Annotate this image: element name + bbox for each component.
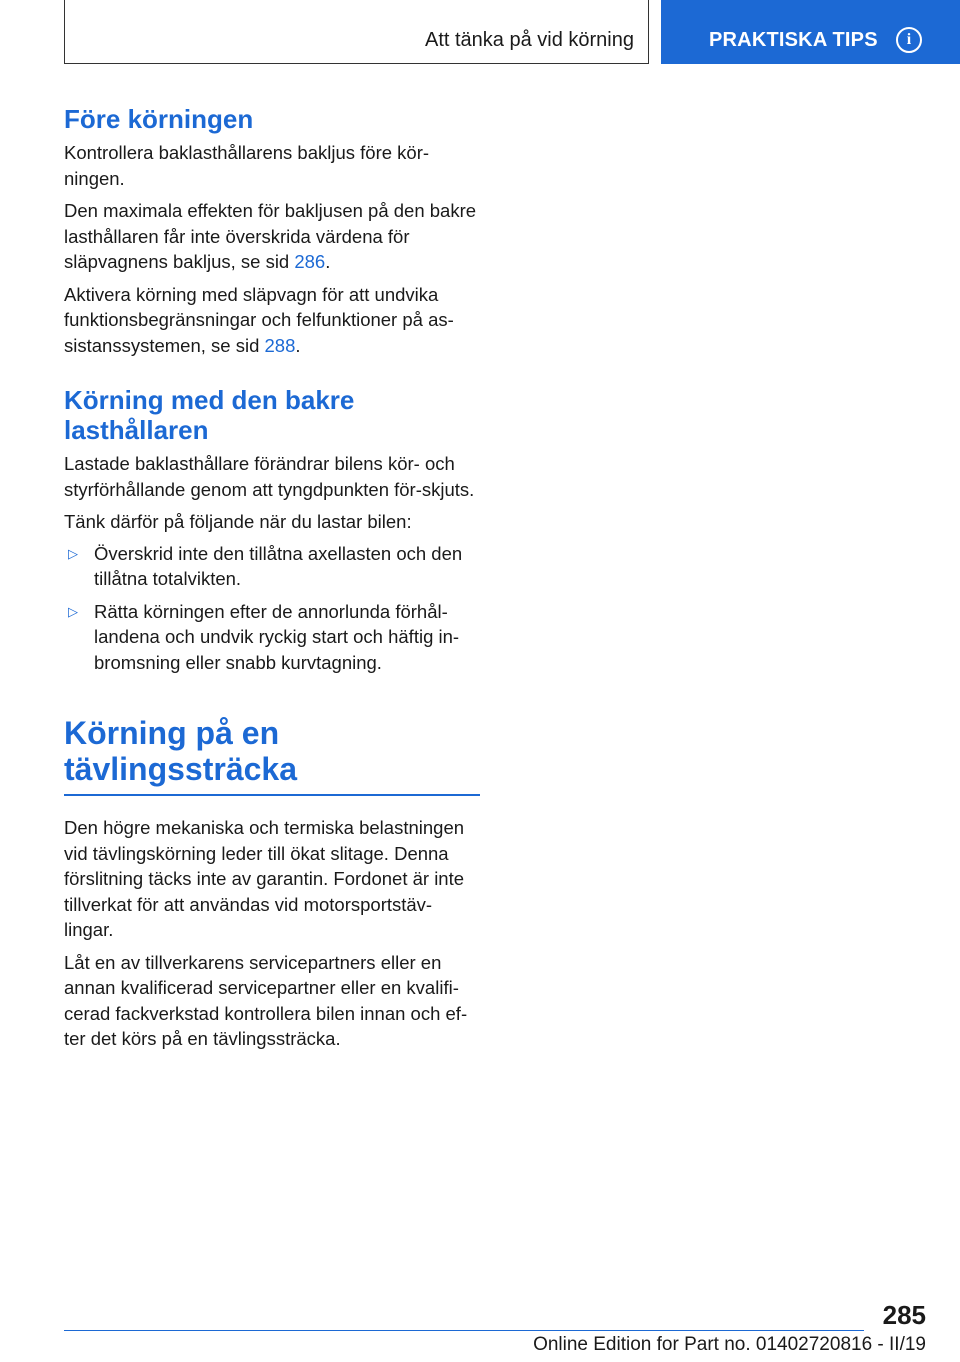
page-link-288[interactable]: 288: [264, 334, 296, 356]
triangle-bullet-icon: ▷: [68, 545, 78, 561]
chapter-label: Att tänka på vid körning: [424, 29, 634, 51]
paragraph-wear: Den högre mekaniska och termiska belastningen vid tävlingskörning leder till ökat slitage. Denna förslitning täcks inte av garantin. Fordonet är inte tillverkat för att användas vid motorsportstäv-lingar.: [64, 817, 465, 940]
footer-divider: [64, 1330, 864, 1331]
section-label[interactable]: PRAKTISKA TIPS: [709, 29, 878, 51]
paragraph-consider: Tänk därför på följande när du lastar bilen:: [64, 511, 412, 532]
paragraph-check-lights: Kontrollera baklasthållarens bakljus före kör-ningen.: [64, 142, 430, 189]
list-item: ▷ Rätta körningen efter de annorlunda förhål-landena och undvik ryckig start och häftig in-bromsning eller snabb kurvtagning.: [68, 600, 460, 673]
info-icon[interactable]: i: [896, 27, 922, 53]
bullet-list: [64, 541, 480, 676]
heading-divider: [64, 794, 480, 796]
main-content: [64, 100, 480, 1052]
page-number: 285: [882, 1300, 926, 1330]
paragraph-max-effect: Den maximala effekten för bakljusen på den bakre lasthållaren får inte överskrida värdena för släpvagnens bakljus, se sid 286.: [64, 200, 477, 272]
header-chapter-box: [64, 0, 649, 64]
heading-rear-carrier: Körning med den bakre lasthållaren: [64, 385, 355, 445]
header-section-tab[interactable]: [661, 0, 960, 64]
paragraph-trailer-mode: Aktivera körning med släpvagn för att undvika funktionsbegränsningar och felfunktioner på as-sistanssystemen, se sid 288.: [64, 283, 454, 356]
paragraph-loaded-carrier: Lastade baklasthållare förändrar bilens kör- och styrförhållande genom att tyngdpunkten för-skjuts.: [64, 453, 475, 500]
edition-text: Online Edition for Part no. 01402720816 - II/19: [533, 1334, 926, 1355]
page-link-286[interactable]: 286: [294, 251, 326, 272]
triangle-bullet-icon: ▷: [68, 603, 78, 619]
heading-race-track: Körning på en tävlingssträcka: [64, 715, 298, 787]
paragraph-inspection: Låt en av tillverkarens servicepartners eller en annan kvalificerad servicepartner eller en kvalifi-cerad fackverkstad kontrollera bilen innan och ef-ter det körs på en tävlingssträcka.: [64, 951, 468, 1049]
list-item: ▷ Överskrid inte den tillåtna axellasten och den tillåtna totalvikten.: [68, 542, 463, 589]
heading-before-driving: Före körningen: [64, 104, 254, 134]
